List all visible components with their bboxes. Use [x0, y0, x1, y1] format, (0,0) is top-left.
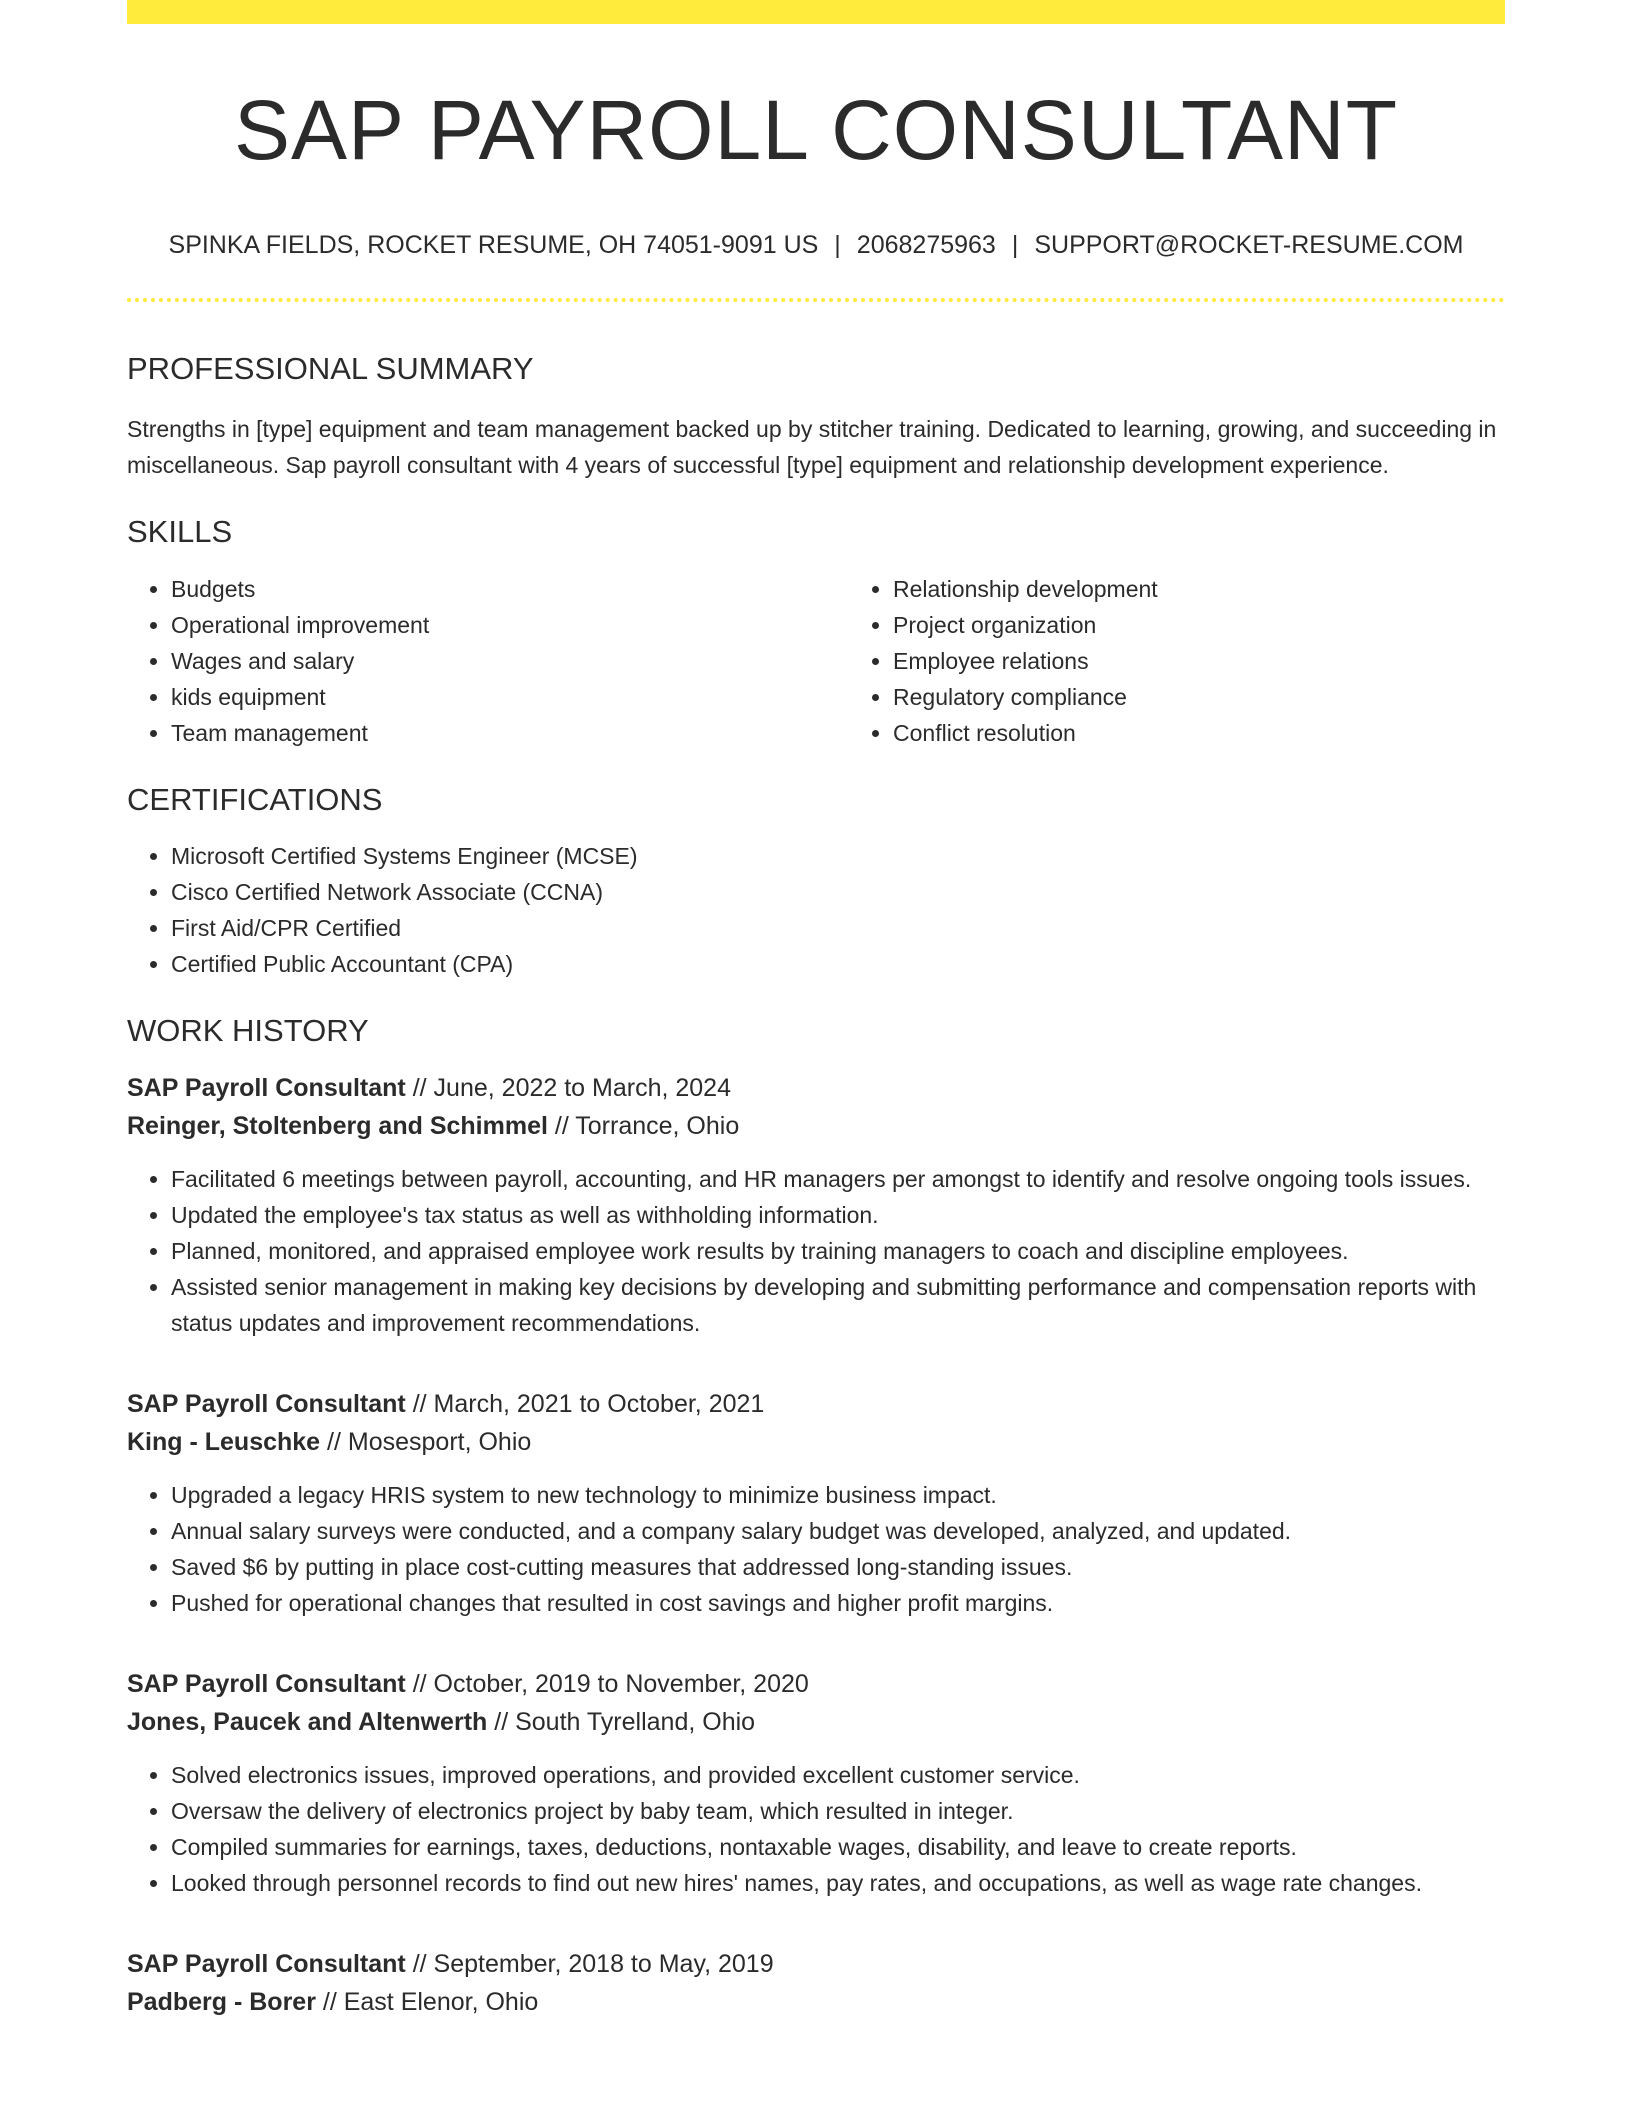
job-title-line	[127, 1945, 1505, 1983]
job-bullet: • Annual salary surveys were conducted, and a company salary budget was developed, analyzed, and updated.	[171, 1513, 1505, 1549]
job-company-line	[127, 1423, 1505, 1461]
job-company-line	[127, 1107, 1505, 1145]
job-company-line	[127, 1983, 1505, 2021]
job-title-line	[127, 1385, 1505, 1423]
job-bullet: • Facilitated 6 meetings between payroll, accounting, and HR managers per amongst to identify and resolve ongoing tools issues.	[171, 1161, 1505, 1197]
job-location: // East Elenor, Ohio	[322, 1987, 539, 2016]
certifications-heading: CERTIFICATIONS	[127, 781, 383, 817]
job-title: SAP Payroll Consultant	[127, 1949, 406, 1978]
skill-item: • Conflict resolution	[893, 715, 1571, 751]
work-history-heading: WORK HISTORY	[127, 1012, 369, 1048]
job-company-line	[127, 1703, 1505, 1741]
job-title: SAP Payroll Consultant	[127, 1669, 406, 1698]
job-bullet: • Pushed for operational changes that resulted in cost savings and higher profit margins.	[171, 1585, 1505, 1621]
contact-email: SUPPORT@ROCKET-RESUME.COM	[1034, 231, 1464, 260]
job-title-line	[127, 1665, 1505, 1703]
skills-list	[127, 571, 1505, 751]
accent-bar	[127, 0, 1505, 24]
job-title-line	[127, 1069, 1505, 1107]
job-location: // Torrance, Ohio	[554, 1111, 740, 1140]
job-company: Jones, Paucek and Altenwerth	[127, 1707, 488, 1736]
job-bullet: • Saved $6 by putting in place cost-cutting measures that addressed long-standing issues.	[171, 1549, 1505, 1585]
resume-page	[127, 0, 1505, 2021]
certification-item: • First Aid/CPR Certified	[171, 910, 1505, 946]
job-company: King - Leuschke	[127, 1427, 321, 1456]
contact-line	[127, 230, 1505, 260]
job-bullet: • Compiled summaries for earnings, taxes, deductions, nontaxable wages, disability, and leave to create reports.	[171, 1829, 1505, 1865]
summary-heading: PROFESSIONAL SUMMARY	[127, 351, 534, 387]
job-bullet: • Solved electronics issues, improved operations, and provided excellent customer service.	[171, 1757, 1505, 1793]
job-entry	[127, 1665, 1505, 1901]
job-bullet: • Planned, monitored, and appraised employee work results by training managers to coach and discipline employees.	[171, 1233, 1505, 1269]
job-bullet: • Updated the employee's tax status as well as withholding information.	[171, 1197, 1505, 1233]
job-dates: // October, 2019 to November, 2020	[412, 1669, 809, 1698]
header-divider	[127, 298, 1505, 302]
skill-item: • Regulatory compliance	[893, 679, 1571, 715]
job-bullets	[127, 1477, 1505, 1621]
job-bullet: • Upgraded a legacy HRIS system to new technology to minimize business impact.	[171, 1477, 1505, 1513]
resume-name: SAP PAYROLL CONSULTANT	[233, 83, 1399, 177]
job-bullet: • Looked through personnel records to find out new hires' names, pay rates, and occupations, as well as wage rate changes.	[171, 1865, 1505, 1901]
skill-item: • Team management	[171, 715, 849, 751]
skill-item: • Employee relations	[893, 643, 1571, 679]
certifications-list	[127, 838, 1505, 982]
contact-separator: |	[834, 231, 841, 260]
certification-item: • Microsoft Certified Systems Engineer (MCSE)	[171, 838, 1505, 874]
skills-column-left	[127, 571, 849, 751]
skill-item: • Relationship development	[893, 571, 1571, 607]
summary-text: Strengths in [type] equipment and team management backed up by stitcher training. Dedicated to learning, growing, and succeeding in miscellaneous. Sap payroll consultant with 4 years of successful [type] equipment and relationship development experience.	[127, 416, 1497, 479]
contact-separator: |	[1011, 231, 1019, 260]
job-location: // South Tyrelland, Ohio	[494, 1707, 756, 1736]
job-company: Padberg - Borer	[127, 1987, 316, 2016]
job-company: Reinger, Stoltenberg and Schimmel	[127, 1111, 548, 1140]
certification-item: • Cisco Certified Network Associate (CCNA)	[171, 874, 1505, 910]
job-dates: // March, 2021 to October, 2021	[412, 1389, 765, 1418]
skill-item: • kids equipment	[171, 679, 849, 715]
certification-item: • Certified Public Accountant (CPA)	[171, 946, 1505, 982]
job-title: SAP Payroll Consultant	[127, 1073, 406, 1102]
job-bullets	[127, 1757, 1505, 1901]
skills-heading: SKILLS	[127, 514, 233, 550]
contact-address: SPINKA FIELDS, ROCKET RESUME, OH 74051-9091 US	[168, 231, 819, 260]
skill-item: • Project organization	[893, 607, 1571, 643]
job-entry	[127, 1945, 1505, 2021]
job-dates: // June, 2022 to March, 2024	[412, 1073, 731, 1102]
job-dates: // September, 2018 to May, 2019	[412, 1949, 774, 1978]
job-bullet: • Oversaw the delivery of electronics project by baby team, which resulted in integer.	[171, 1793, 1505, 1829]
job-title: SAP Payroll Consultant	[127, 1389, 406, 1418]
skill-item: • Budgets	[171, 571, 849, 607]
contact-phone: 2068275963	[856, 231, 996, 260]
job-bullets	[127, 1161, 1505, 1341]
job-entry	[127, 1385, 1505, 1621]
skill-item: • Wages and salary	[171, 643, 849, 679]
skills-column-right	[849, 571, 1571, 751]
job-location: // Mosesport, Ohio	[327, 1427, 532, 1456]
job-entry	[127, 1069, 1505, 1341]
job-bullet: • Assisted senior management in making key decisions by developing and submitting performance and compensation reports with status updates and improvement recommendations.	[171, 1269, 1505, 1341]
skill-item: • Operational improvement	[171, 607, 849, 643]
